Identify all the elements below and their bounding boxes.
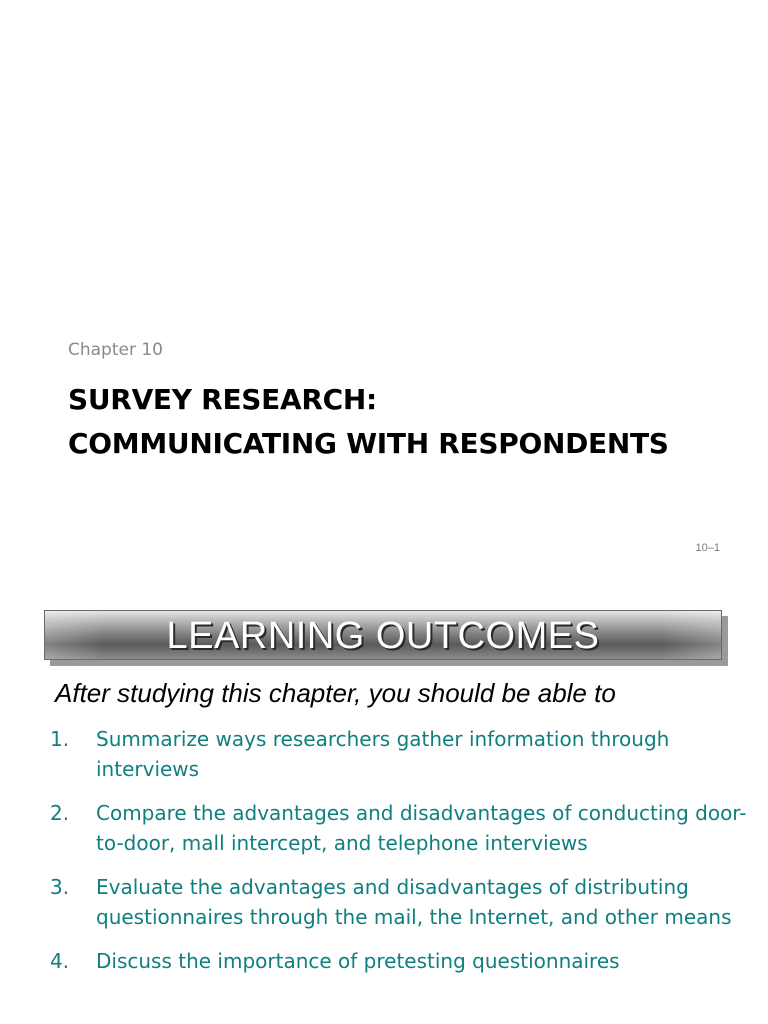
outcome-number: 1. <box>50 727 70 751</box>
outcome-number: 3. <box>50 875 70 899</box>
outcome-text: Discuss the importance of pretesting questionnaires <box>96 949 620 973</box>
outcome-number: 2. <box>50 801 70 825</box>
outcome-text: Evaluate the advantages and disadvantages of distributing questionnaires through the mail, the Internet, and other means <box>96 875 732 929</box>
learning-outcomes-slide <box>0 592 768 1024</box>
outcome-number: 4. <box>50 949 70 973</box>
slide-number: 10–1 <box>695 542 720 554</box>
slide-divider <box>0 578 768 592</box>
chapter-title-line-1: SURVEY RESEARCH: <box>68 383 377 416</box>
chapter-title <box>68 378 669 466</box>
outcome-item <box>50 872 750 932</box>
chapter-title-line-2: COMMUNICATING WITH RESPONDENTS <box>68 427 669 460</box>
outcome-item <box>50 798 750 858</box>
outcomes-list <box>50 724 750 990</box>
outcome-item <box>50 946 750 976</box>
banner-title: LEARNING OUTCOMES <box>166 615 600 657</box>
outcome-text: Summarize ways researchers gather information through interviews <box>96 727 670 781</box>
learning-outcomes-banner <box>44 610 722 660</box>
chapter-label: Chapter 10 <box>68 340 164 360</box>
intro-text: After studying this chapter, you should be able to <box>55 678 616 708</box>
outcome-item <box>50 724 750 784</box>
outcome-text: Compare the advantages and disadvantages of conducting door-to-door, mall intercept, and telephone interviews <box>96 801 747 855</box>
